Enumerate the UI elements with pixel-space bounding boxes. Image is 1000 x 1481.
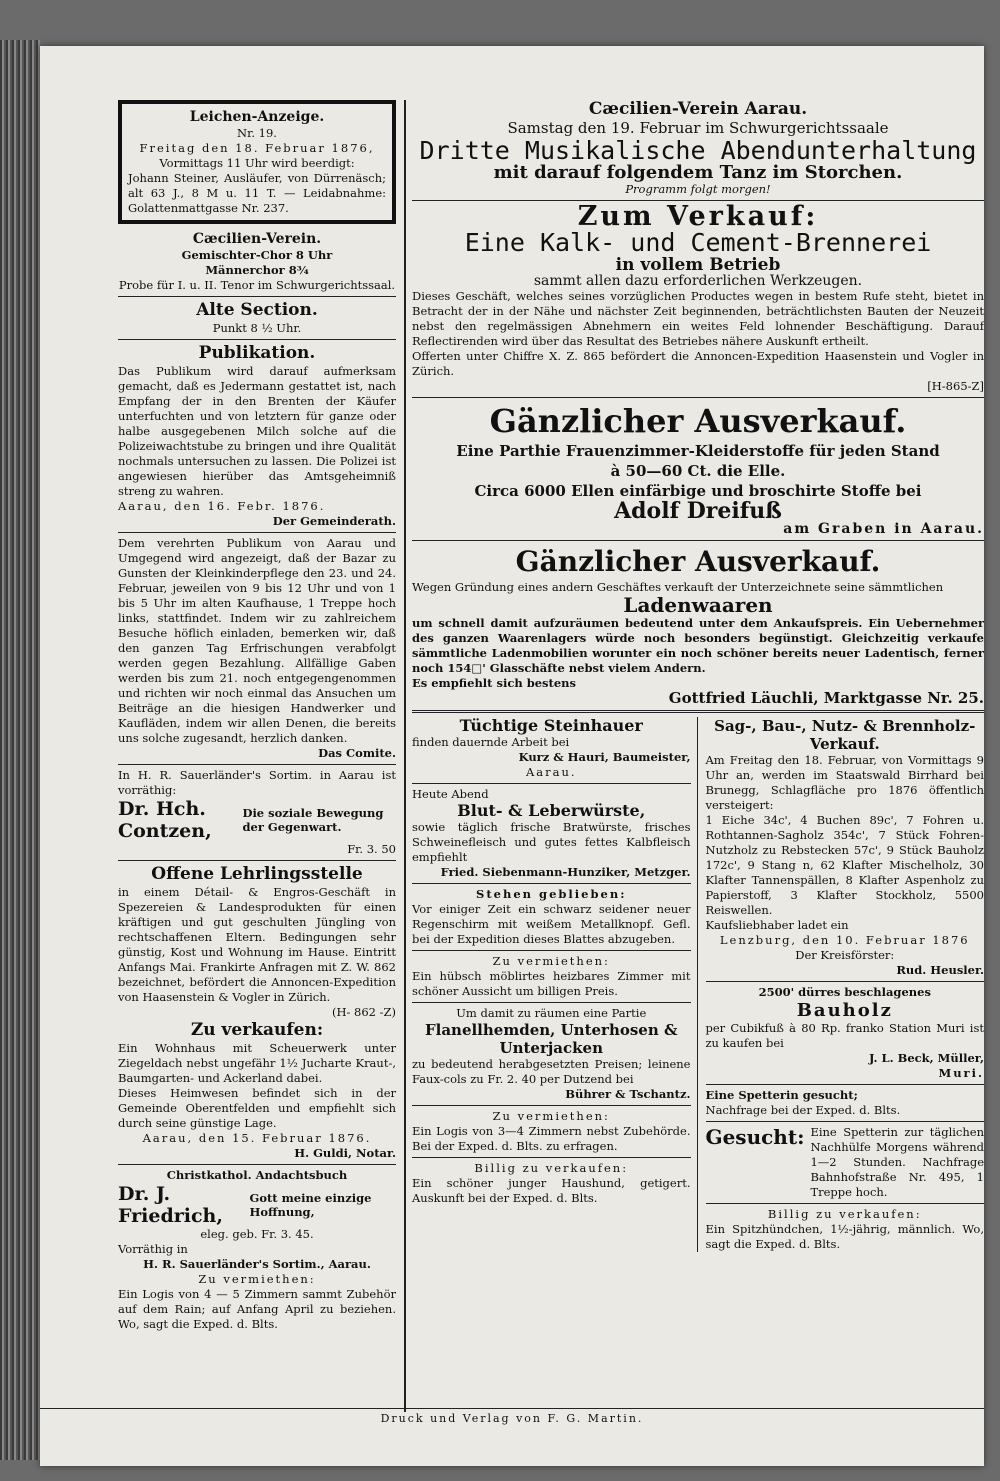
dreifuss-line3: Circa 6000 Ellen einfärbige und broschirte Stoffe bei xyxy=(474,482,922,500)
column-rule xyxy=(404,100,406,1412)
laeuchli-text2: um schnell damit aufzuräumen bedeutend unter dem Ankaufspreis. Ein Uebernehmer des ganzen Waarenlagers würde noch besonders begünstigt. Gleichzeitig verkaufe sämmtliche Ladenmobilien worunter ein noch schöner bereits neuer Ladentisch, ferner noch 154□' Glasschäfte nebst vielem Andern. xyxy=(412,616,984,675)
friedrich-title: Gott meine einzige Hoffnung, xyxy=(249,1191,372,1219)
steinhauer-title: Tüchtige Steinhauer xyxy=(459,716,643,735)
bauholz-title: 2500' dürres beschlagenes xyxy=(758,985,931,999)
left-column xyxy=(118,100,396,1332)
kalk-text: Dieses Geschäft, welches seines vorzüglichen Productes wegen in bestem Rufe steht, bietet in Betracht der in der Nähe und nächster Zeit beginnenden, beträchtlichsten Bauten der Neuzeit nebst den regelmässigen Abnehmern ein weites Feld lohnender Beschäftigung. Darauf Reflectirenden wird über das Resultat des Betriebes nähere Auskunft ertheilt. xyxy=(412,289,984,348)
publikation-date: Aarau, den 16. Febr. 1876. xyxy=(118,499,326,513)
caecilien-left-title: Cæcilien-Verein. xyxy=(192,231,322,247)
dreifuss-line1: Eine Parthie Frauenzimmer-Kleiderstoffe für jeden Stand xyxy=(456,442,940,460)
verkaufen-left-date: Aarau, den 15. Februar 1876. xyxy=(142,1131,372,1145)
hund-text: Ein schöner junger Haushund, getigert. Auskunft bei der Exped. d. Blts. xyxy=(412,1176,691,1205)
wurst-sign: Fried. Siebenmann-Hunziker, Metzger. xyxy=(440,865,691,879)
publikation-title: Publikation. xyxy=(198,343,316,363)
verkaufen-left-text2: Dieses Heimwesen befindet sich in der Gemeinde Oberentfelden und empfiehlt sich durch seine günstige Lage. xyxy=(118,1086,396,1130)
lower-left xyxy=(412,717,691,1252)
holz-sign: Rud. Heusler. xyxy=(896,963,984,977)
contzen-title: Die soziale Bewegung der Gegenwart. xyxy=(242,806,384,834)
caecilien-line2: Männerchor 8¾ xyxy=(205,263,309,277)
laeuchli-title: Gänzlicher Ausverkauf. xyxy=(515,545,881,578)
concert-main: Dritte Musikalische Abendunterhaltung xyxy=(419,136,977,165)
caecilien-line1: Gemischter-Chor 8 Uhr xyxy=(181,248,333,262)
holz-text: Am Freitag den 18. Februar, von Vormittags 9 Uhr an, werden im Staatswald Birrhard bei Brunegg, Schlagfläche pro 1876 öffentlich versteigert: xyxy=(705,753,984,812)
publikation-text: Das Publikum wird darauf aufmerksam gemacht, daß es Jedermann gestattet ist, nach Empfang der in den Brenten der Käufer unterfuchten und von letztern für ganze oder halbe ausgegebenen Milch solche auf die Polizeiwachtstube zu bringen und ihre Qualität nochmals untersuchen zu lassen. Die Polizei ist angewiesen hierüber das Amtsgeheimniß streng zu wahren. xyxy=(118,364,396,498)
alte-section-sub: Punkt 8 ½ Uhr. xyxy=(212,321,302,335)
vermiethen-left-text: Ein Logis von 4 — 5 Zimmern sammt Zubehör auf dem Rain; auf Anfang April zu beziehen. Wo, sagt die Exped. d. Blts. xyxy=(118,1287,396,1331)
wurst-intro: Heute Abend xyxy=(412,787,489,801)
lower-columns xyxy=(412,717,984,1252)
spitz-text: Ein Spitzhündchen, 1½-jährig, männlich. Wo, sagt die Exped. d. Blts. xyxy=(705,1222,984,1251)
publikation-sign: Der Gemeinderath. xyxy=(272,514,396,528)
kalk-title: Zum Verkauf: xyxy=(577,201,819,232)
caecilien-line3: Probe für I. u. II. Tenor im Schwurgerichtssaal. xyxy=(118,278,396,292)
bazar-text: Dem verehrten Publikum von Aarau und Umgegend wird angezeigt, daß der Bazar zu Gunsten der Kleinkinderpflege den 23. und 24. Februar, jeweilen von 9 bis 12 Uhr und von 1 bis 5 Uhr im alten Kaufhause, 1 Treppe hoch links, stattfindet. Indem wir zu zahlreichem Besuche höflich einladen, bemerken wir, daß den ganzen Tag Erfrischungen verabfolgt werden gegen Bezahlung. Allfällige Gaben werden bis zum 21. noch entgegengenommen und richten wir noch einmal das Ansuchen um Beiträge an die hiesigen Handwerker und Kaufläden, indem wir allen Denen, die bereits uns solche zugesandt, herzlich danken. xyxy=(118,536,396,745)
alte-section-title: Alte Section. xyxy=(196,300,318,320)
steinhauer-sign: Kurz & Hauri, Baumeister, xyxy=(518,750,691,764)
friedrich-head: Christkathol. Andachtsbuch xyxy=(166,1168,348,1182)
spetterin1-text: Nachfrage bei der Exped. d. Blts. xyxy=(705,1103,901,1117)
newspaper-page xyxy=(40,46,984,1466)
holz-title: Sag-, Bau-, Nutz- & Brennholz-Verkauf. xyxy=(714,717,976,753)
laeuchli-text1: Wegen Gründung eines andern Geschäftes verkauft der Unterzeichnete seine sämmtlichen xyxy=(412,580,944,594)
holz-text2: Kaufsliebhaber ladet ein xyxy=(705,918,849,932)
laeuchli-sign: Gottfried Läuchli, Marktgasse Nr. 25. xyxy=(668,689,984,707)
flanell-sign: Bührer & Tschantz. xyxy=(565,1087,691,1101)
friedrich-shop: H. R. Sauerländer's Sortim., Aarau. xyxy=(143,1257,371,1271)
leichen-nr: Nr. 19. xyxy=(237,126,277,140)
logis-mid-title: Zu vermiethen: xyxy=(492,1109,610,1123)
spetterin2-row xyxy=(706,1125,985,1200)
kalk-code: [H-865-Z] xyxy=(927,379,984,393)
regenschirm-title: Stehen geblieben: xyxy=(476,887,627,901)
kalk-offer: Offerten unter Chiffre X. Z. 865 befördert die Annoncen-Expedition Haasenstein und Vogler in Zürich. xyxy=(412,349,984,378)
lehrling-text: in einem Détail- & Engros-Geschäft in Spezereien & Landesprodukten für einen kräftigen und gut geschulten Jüngling von rechtschaffenen Eltern. Bedingungen sehr günstig, Kost und Wohnung im Hause. Eintritt Anfangs Mai. Frankirte Anfragen mit Z. W. 862 bezeichnet, befördert die Annoncen-Expedition von Haasenstein & Vogler in Zürich. xyxy=(118,885,396,1004)
bauholz-sign: J. L. Beck, Müller, xyxy=(868,1051,984,1065)
bauholz-place: Muri. xyxy=(938,1066,984,1080)
holz-title2: Der Kreisförster: xyxy=(795,948,895,962)
contzen-price: Fr. 3. 50 xyxy=(347,842,396,856)
friedrich-row xyxy=(118,1183,396,1227)
footer-imprint: Druck und Verlag von F. G. Martin. xyxy=(40,1408,984,1425)
concert-sub: mit darauf folgendem Tanz im Storchen. xyxy=(493,162,903,183)
vermiethen-left-title: Zu vermiethen: xyxy=(198,1272,316,1286)
regenschirm-text: Vor einiger Zeit ein schwarz seidener neuer Regenschirm mit weißem Metallknopf. Gefl. bei der Expedition dieses Blattes abzugeben. xyxy=(412,902,691,946)
friedrich-price: eleg. geb. Fr. 3. 45. xyxy=(200,1227,314,1241)
verkaufen-left-sign: H. Guldi, Notar. xyxy=(294,1146,396,1160)
flanell-intro: Um damit zu räumen eine Partie xyxy=(456,1006,647,1020)
dreifuss-line2: à 50—60 Ct. die Elle. xyxy=(610,462,786,480)
right-column xyxy=(412,100,984,1252)
spetterin1-title: Eine Spetterin gesucht; xyxy=(705,1088,858,1102)
contzen-row xyxy=(118,798,396,842)
leichen-time: Vormittags 11 Uhr wird beerdigt: xyxy=(159,156,355,170)
flanell-text: zu bedeutend herabgesetzten Preisen; leinene Faux-cols zu Fr. 2. 40 per Dutzend bei xyxy=(412,1057,691,1086)
laeuchli-text3: Es empfiehlt sich bestens xyxy=(412,676,576,690)
friedrich-author: Dr. J. Friedrich, xyxy=(118,1183,223,1227)
leichen-date: Freitag den 18. Februar 1876, xyxy=(139,141,375,155)
bazar-sign: Das Comite. xyxy=(318,746,396,760)
verkaufen-left-text: Ein Wohnhaus mit Scheuerwerk unter Ziegeldach nebst ungefähr 1½ Jucharte Kraut-, Baumgarten- und Ackerland dabei. xyxy=(118,1041,396,1085)
wurst-title: Blut- & Leberwürste, xyxy=(457,801,646,820)
kalk-sub2: sammt allen dazu erforderlichen Werkzeugen. xyxy=(533,273,863,289)
dreifuss-place: am Graben in Aarau. xyxy=(783,521,984,537)
contzen-intro: In H. R. Sauerländer's Sortim. in Aarau ist vorräthig: xyxy=(118,768,396,797)
book-binding xyxy=(0,40,40,1460)
zimmer-text: Ein hübsch möblirtes heizbares Zimmer mit schöner Aussicht um billigen Preis. xyxy=(412,969,691,998)
concert-note: Programm folgt morgen! xyxy=(625,182,771,196)
bauholz-text: per Cubikfuß à 80 Rp. franko Station Muri ist zu kaufen bei xyxy=(705,1021,984,1050)
laeuchli-ware: Ladenwaaren xyxy=(623,593,773,617)
leichen-title: Leichen-Anzeige. xyxy=(189,109,325,125)
dreifuss-name: Adolf Dreifuß xyxy=(614,498,782,524)
spetterin2-text: Eine Spetterin zur täglichen Nachhülfe Morgens während 1—2 Stunden. Nachfrage Bahnhofstraße Nr. 495, 1 Treppe hoch. xyxy=(810,1125,984,1199)
lehrling-title: Offene Lehrlingsstelle xyxy=(151,864,363,884)
verkaufen-left-title: Zu verkaufen: xyxy=(190,1020,324,1040)
spetterin2-title: Gesucht: xyxy=(705,1125,805,1149)
leichen-anzeige xyxy=(118,100,396,224)
holz-list: 1 Eiche 34c', 4 Buchen 89c', 7 Fohren u. Rothtannen-Sagholz 354c', 7 Stück Fohren-Nutzholz zu Rebstecken 57c', 9 Stück Bauholz 172c', 9 Stang n, 62 Klafter Mischelholz, 30 Klafter Tannenspällen, 8 Klafter Aspenholz zu Papierstoff, 3 Klafter Stockholz, 5500 Reiswellen. xyxy=(705,813,984,917)
steinhauer-text: finden dauernde Arbeit bei xyxy=(412,735,570,749)
hund-title: Billig zu verkaufen: xyxy=(474,1161,629,1175)
concert-date: Samstag den 19. Februar im Schwurgerichtssaale xyxy=(507,119,889,137)
friedrich-avail: Vorräthig in xyxy=(118,1242,188,1256)
spitz-title: Billig zu verkaufen: xyxy=(767,1207,922,1221)
lehrling-code: (H- 862 -Z) xyxy=(331,1005,396,1019)
lower-right xyxy=(697,717,985,1252)
flanell-title: Flanellhemden, Unterhosen & Unterjacken xyxy=(424,1021,678,1057)
zimmer-title: Zu vermiethen: xyxy=(492,954,610,968)
kalk-main: Eine Kalk- und Cement-Brennerei xyxy=(464,228,932,257)
bauholz-main: Bauholz xyxy=(796,1000,893,1021)
concert-title: Cæcilien-Verein Aarau. xyxy=(588,99,808,119)
kalk-sub: in vollem Betrieb xyxy=(615,255,781,275)
dreifuss-title: Gänzlicher Ausverkauf. xyxy=(489,402,907,440)
wurst-text: sowie täglich frische Bratwürste, frisches Schweinefleisch und gutes fettes Kalbfleisch empfiehlt xyxy=(412,820,691,864)
leichen-text: Johann Steiner, Ausläufer, von Dürrenäsch; alt 63 J., 8 M u. 11 T. — Leidabnahme: Golattenmattgasse Nr. 237. xyxy=(128,171,386,215)
logis-mid-text: Ein Logis von 3—4 Zimmern nebst Zubehörde. Bei der Exped. d. Blts. zu erfragen. xyxy=(412,1124,691,1153)
contzen-author: Dr. Hch. Contzen, xyxy=(118,798,212,842)
holz-date: Lenzburg, den 10. Februar 1876 xyxy=(719,933,970,947)
steinhauer-place: Aarau. xyxy=(525,765,577,779)
